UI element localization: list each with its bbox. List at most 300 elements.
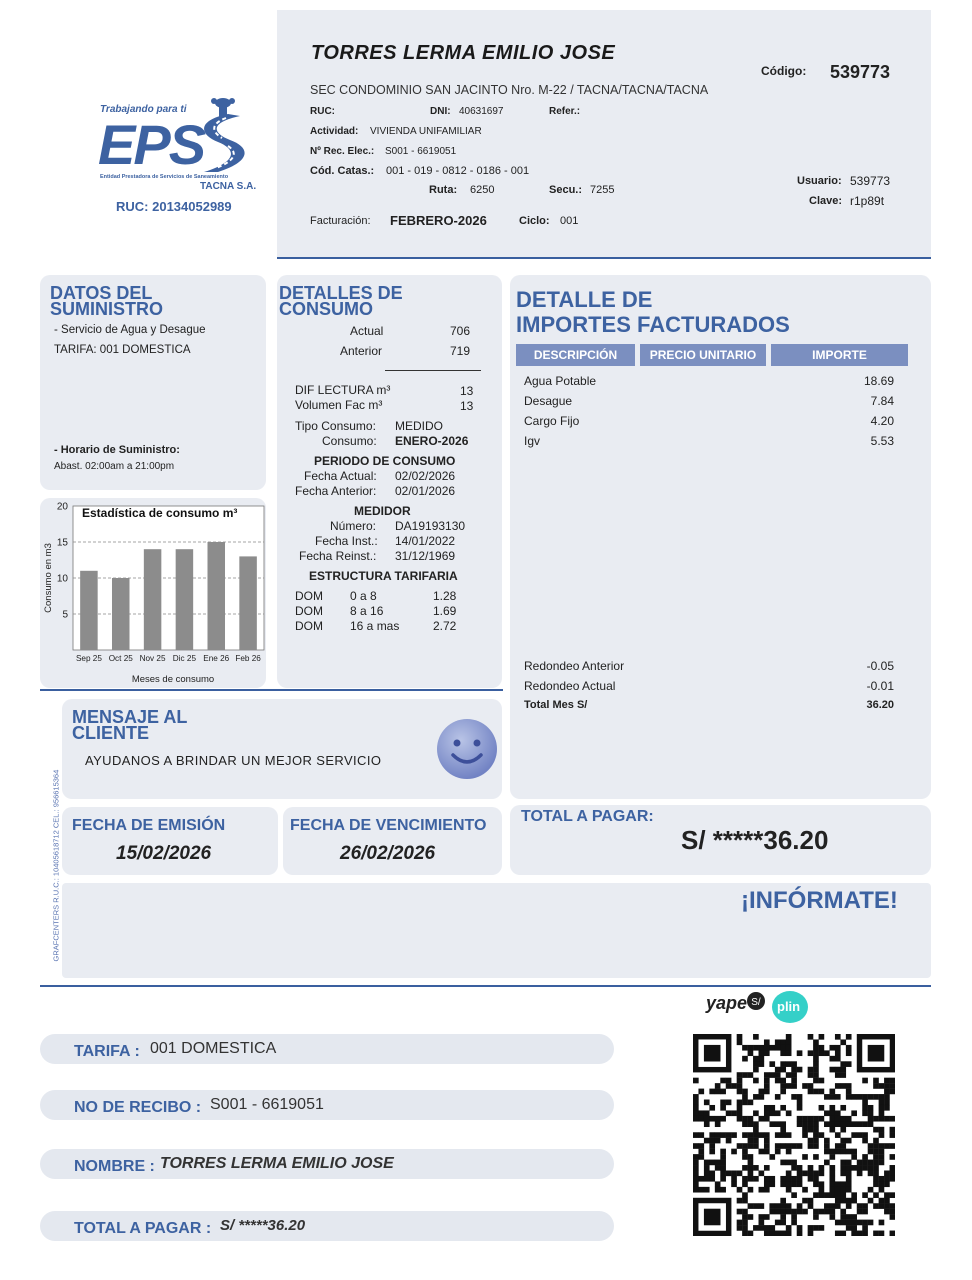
- qr-module: [775, 1209, 781, 1215]
- qr-module: [759, 1220, 765, 1226]
- qr-module: [862, 1165, 868, 1171]
- qr-module: [802, 1121, 808, 1127]
- logo-road-icon: [188, 112, 252, 174]
- suministro-servicio: - Servicio de Agua y Desague: [54, 324, 206, 336]
- customer-name: TORRES LERMA EMILIO JOSE: [311, 42, 616, 64]
- qr-module: [693, 1078, 699, 1084]
- qr-module: [698, 1154, 704, 1160]
- ciclo-value: 001: [560, 215, 579, 227]
- qr-module: [780, 1039, 786, 1045]
- qr-module: [840, 1138, 846, 1144]
- qr-module: [780, 1231, 786, 1236]
- qr-module: [797, 1050, 803, 1056]
- qr-module: [862, 1209, 868, 1215]
- anterior-value: 719: [450, 344, 471, 358]
- col-descripcion: DESCRIPCIÓN: [516, 344, 635, 366]
- qr-module: [737, 1143, 743, 1149]
- qr-module: [753, 1110, 759, 1116]
- qr-module: [873, 1078, 879, 1084]
- qr-module: [873, 1149, 879, 1155]
- qr-module: [862, 1094, 868, 1100]
- qr-module: [813, 1050, 819, 1056]
- qr-module: [764, 1083, 770, 1089]
- qr-module: [890, 1203, 895, 1209]
- clave-value: r1p89t: [850, 194, 885, 208]
- importes-title-1: DETALLE DE: [516, 287, 653, 312]
- qr-module: [835, 1034, 841, 1040]
- qr-module: [835, 1094, 841, 1100]
- catas-label: Cód. Catas.:: [310, 165, 375, 177]
- qr-module: [753, 1143, 759, 1149]
- qr-module: [693, 1110, 699, 1116]
- qr-module: [726, 1138, 732, 1144]
- qr-module: [829, 1154, 835, 1160]
- qr-module: [742, 1056, 748, 1062]
- qr-module: [720, 1176, 726, 1182]
- chart-x-tick-label: Feb 26: [235, 654, 261, 663]
- chart-x-tick-label: Dic 25: [172, 654, 197, 663]
- qr-module: [797, 1105, 803, 1111]
- qr-module: [846, 1121, 852, 1127]
- qr-module: [693, 1160, 699, 1166]
- qr-module: [698, 1176, 704, 1182]
- qr-module: [873, 1165, 879, 1171]
- qr-module: [829, 1045, 835, 1051]
- qr-module: [879, 1181, 885, 1187]
- qr-module: [704, 1100, 710, 1106]
- qr-module: [715, 1116, 721, 1122]
- qr-module: [759, 1056, 765, 1062]
- qr-module: [890, 1176, 895, 1182]
- qr-module: [819, 1170, 825, 1176]
- numero-label: Número:: [330, 519, 377, 533]
- actividad-label: Actividad:: [310, 126, 359, 137]
- qr-module: [813, 1181, 819, 1187]
- emision-label: FECHA DE EMISIÓN: [72, 817, 226, 834]
- qr-module: [879, 1110, 885, 1116]
- qr-module: [884, 1170, 890, 1176]
- qr-module: [840, 1231, 846, 1236]
- tarifa-row-3-rango: 16 a mas: [350, 619, 400, 633]
- qr-module: [862, 1231, 868, 1236]
- qr-module: [835, 1056, 841, 1062]
- qr-module: [890, 1170, 895, 1176]
- qr-module: [879, 1083, 885, 1089]
- qr-module: [879, 1231, 885, 1236]
- qr-module: [868, 1121, 874, 1127]
- qr-module: [857, 1132, 863, 1138]
- qr-module: [709, 1143, 715, 1149]
- qr-module: [884, 1176, 890, 1182]
- qr-module: [769, 1154, 775, 1160]
- qr-module: [775, 1132, 781, 1138]
- qr-module: [753, 1132, 759, 1138]
- finst-value: 14/01/2022: [395, 534, 456, 548]
- qr-module: [884, 1116, 890, 1122]
- qr-module: [791, 1061, 797, 1067]
- qr-module: [759, 1061, 765, 1067]
- qr-module: [742, 1132, 748, 1138]
- qr-module: [829, 1192, 835, 1198]
- ruc-label: RUC:: [310, 106, 335, 117]
- qr-module: [873, 1138, 879, 1144]
- qr-module: [879, 1154, 885, 1160]
- qr-module: [748, 1072, 754, 1078]
- qr-module: [884, 1105, 890, 1111]
- qr-module: [764, 1039, 770, 1045]
- qr-module: [797, 1209, 803, 1215]
- qr-module: [709, 1132, 715, 1138]
- qr-module: [775, 1121, 781, 1127]
- importe-desc: Agua Potable: [524, 374, 597, 388]
- qr-finder: [704, 1209, 721, 1226]
- qr-module: [808, 1170, 814, 1176]
- qr-module: [824, 1192, 830, 1198]
- yape-badge-icon: [746, 991, 766, 1011]
- catas-value: 001 - 019 - 0812 - 0186 - 001: [386, 165, 530, 177]
- qr-module: [813, 1132, 819, 1138]
- cons-label: Consumo:: [322, 434, 377, 448]
- qr-module: [775, 1072, 781, 1078]
- secu-label: Secu.:: [549, 184, 583, 196]
- qr-module: [775, 1094, 781, 1100]
- qr-module: [829, 1056, 835, 1062]
- fecha-actual-label: Fecha Actual:: [304, 469, 377, 483]
- qr-module: [829, 1149, 835, 1155]
- qr-module: [764, 1105, 770, 1111]
- col-importe: IMPORTE: [771, 344, 908, 366]
- importe-value: 4.20: [870, 414, 894, 428]
- nrec-value: S001 - 6619051: [385, 146, 457, 157]
- qr-module: [769, 1110, 775, 1116]
- qr-module: [791, 1078, 797, 1084]
- periodo-title: PERIODO DE CONSUMO: [314, 454, 456, 468]
- qr-module: [819, 1045, 825, 1051]
- tarifa-row-3-cat: DOM: [295, 619, 323, 633]
- tarifa-row-1-rango: 0 a 8: [350, 589, 377, 603]
- qr-module: [698, 1132, 704, 1138]
- qr-module: [835, 1181, 841, 1187]
- qr-module: [780, 1198, 786, 1204]
- qr-module: [884, 1078, 890, 1084]
- qr-module: [753, 1045, 759, 1051]
- qr-module: [720, 1105, 726, 1111]
- suministro-tarifa: TARIFA: 001 DOMESTICA: [54, 344, 191, 356]
- qr-module: [851, 1220, 857, 1226]
- stub-recibo: [40, 1090, 614, 1120]
- qr-module: [742, 1116, 748, 1122]
- vencimiento-label: FECHA DE VENCIMIENTO: [290, 817, 487, 834]
- qr-finder: [704, 1045, 721, 1062]
- qr-module: [846, 1214, 852, 1220]
- qr-module: [813, 1143, 819, 1149]
- qr-module: [726, 1170, 732, 1176]
- qr-module: [769, 1105, 775, 1111]
- qr-module: [769, 1209, 775, 1215]
- tipo-value: MEDIDO: [395, 419, 443, 433]
- tarifa-row-1-cat: DOM: [295, 589, 323, 603]
- qr-module: [862, 1110, 868, 1116]
- qr-module: [813, 1121, 819, 1127]
- qr-module: [890, 1165, 895, 1171]
- qr-module: [704, 1138, 710, 1144]
- qr-module: [693, 1105, 699, 1111]
- qr-module: [846, 1165, 852, 1171]
- qr-module: [791, 1165, 797, 1171]
- yape-logo-text: yape: [706, 993, 748, 1013]
- qr-module: [840, 1220, 846, 1226]
- qr-module: [704, 1121, 710, 1127]
- qr-module: [829, 1067, 835, 1073]
- qr-module: [808, 1034, 814, 1040]
- qr-module: [846, 1187, 852, 1193]
- stub-tarifa: [40, 1034, 614, 1064]
- qr-module: [846, 1225, 852, 1231]
- qr-module: [797, 1100, 803, 1106]
- qr-module: [873, 1170, 879, 1176]
- qr-module: [775, 1203, 781, 1209]
- qr-module: [737, 1209, 743, 1215]
- qr-module: [775, 1149, 781, 1155]
- qr-module: [862, 1154, 868, 1160]
- qr-module: [791, 1176, 797, 1182]
- qr-module: [748, 1170, 754, 1176]
- qr-module: [742, 1231, 748, 1236]
- qr-module: [846, 1160, 852, 1166]
- qr-module: [737, 1072, 743, 1078]
- qr-module: [780, 1176, 786, 1182]
- yape-logo: [704, 989, 768, 1017]
- qr-module: [857, 1165, 863, 1171]
- qr-module: [819, 1050, 825, 1056]
- qr-module: [693, 1154, 699, 1160]
- qr-module: [802, 1116, 808, 1122]
- fecha-actual-value: 02/02/2026: [395, 469, 456, 483]
- qr-module: [879, 1160, 885, 1166]
- qr-module: [737, 1225, 743, 1231]
- qr-module: [835, 1083, 841, 1089]
- importe-desc: Igv: [524, 434, 541, 448]
- qr-module: [797, 1176, 803, 1182]
- qr-module: [835, 1203, 841, 1209]
- qr-module: [791, 1143, 797, 1149]
- qr-module: [890, 1078, 895, 1084]
- qr-module: [753, 1094, 759, 1100]
- qr-module: [857, 1203, 863, 1209]
- qr-module: [829, 1181, 835, 1187]
- qr-module: [775, 1220, 781, 1226]
- qr-module: [720, 1078, 726, 1084]
- medidor-title: MEDIDOR: [354, 504, 411, 518]
- mensaje-title-1: MENSAJE AL: [72, 707, 188, 727]
- header-divider: [277, 257, 931, 259]
- qr-module: [726, 1110, 732, 1116]
- qr-module: [753, 1067, 759, 1073]
- qr-module: [759, 1187, 765, 1193]
- qr-module: [873, 1154, 879, 1160]
- qr-module: [879, 1116, 885, 1122]
- qr-module: [884, 1083, 890, 1089]
- chart-x-tick-label: Ene 26: [203, 654, 230, 663]
- qr-module: [748, 1116, 754, 1122]
- qr-module: [829, 1203, 835, 1209]
- qr-module: [742, 1220, 748, 1226]
- qr-module: [813, 1176, 819, 1182]
- usuario-label: Usuario:: [797, 175, 842, 187]
- dni-value: 40631697: [459, 106, 504, 117]
- qr-module: [846, 1176, 852, 1182]
- qr-module: [868, 1198, 874, 1204]
- qr-module: [840, 1105, 846, 1111]
- qr-module: [862, 1192, 868, 1198]
- qr-module: [879, 1149, 885, 1155]
- customer-address: SEC CONDOMINIO SAN JACINTO Nro. M-22 / TACNA/TACNA/TACNA: [310, 83, 709, 97]
- qr-module: [840, 1192, 846, 1198]
- qr-module: [759, 1203, 765, 1209]
- qr-module: [748, 1143, 754, 1149]
- qr-module: [698, 1110, 704, 1116]
- tarifa-row-2-rango: 8 a 16: [350, 604, 384, 618]
- stub-nombre-label: NOMBRE :: [74, 1158, 155, 1175]
- qr-module: [851, 1121, 857, 1127]
- qr-module: [808, 1116, 814, 1122]
- qr-module: [824, 1209, 830, 1215]
- qr-module: [786, 1050, 792, 1056]
- qr-module: [742, 1143, 748, 1149]
- qr-module: [835, 1045, 841, 1051]
- qr-module: [890, 1083, 895, 1089]
- qr-module: [709, 1160, 715, 1166]
- qr-module: [884, 1094, 890, 1100]
- qr-module: [786, 1231, 792, 1236]
- qr-module: [742, 1045, 748, 1051]
- qr-module: [819, 1165, 825, 1171]
- qr-module: [720, 1100, 726, 1106]
- qr-module: [879, 1105, 885, 1111]
- qr-module: [731, 1170, 737, 1176]
- nrec-label: Nº Rec. Elec.:: [310, 146, 375, 157]
- qr-module: [857, 1094, 863, 1100]
- qr-module: [764, 1078, 770, 1084]
- qr-module: [890, 1192, 895, 1198]
- qr-module: [824, 1121, 830, 1127]
- qr-module: [808, 1083, 814, 1089]
- qr-module: [786, 1181, 792, 1187]
- qr-module: [868, 1110, 874, 1116]
- mensaje-title-2: CLIENTE: [72, 723, 150, 743]
- qr-module: [786, 1039, 792, 1045]
- usuario-value: 539773: [850, 174, 891, 188]
- numero-value: DA19193130: [395, 519, 466, 533]
- qr-module: [873, 1127, 879, 1133]
- qr-module: [731, 1110, 737, 1116]
- qr-module: [879, 1132, 885, 1138]
- qr-module: [693, 1094, 699, 1100]
- qr-module: [879, 1100, 885, 1106]
- vencimiento-value: 26/02/2026: [340, 843, 436, 864]
- qr-module: [715, 1089, 721, 1095]
- qr-module: [693, 1165, 699, 1171]
- qr-module: [775, 1110, 781, 1116]
- qr-module: [840, 1209, 846, 1215]
- qr-module: [715, 1160, 721, 1166]
- smiley-face-icon: [435, 717, 499, 781]
- stub-tarifa-value: 001 DOMESTICA: [150, 1040, 277, 1057]
- qr-module: [835, 1050, 841, 1056]
- qr-module: [879, 1127, 885, 1133]
- mensaje-text: AYUDANOS A BRINDAR UN MEJOR SERVICIO: [85, 753, 382, 768]
- qr-module: [786, 1143, 792, 1149]
- qr-module: [764, 1089, 770, 1095]
- qr-module: [731, 1132, 737, 1138]
- qr-module: [835, 1067, 841, 1073]
- plin-logo-text: plin: [777, 999, 801, 1014]
- qr-module: [769, 1121, 775, 1127]
- qr-module: [840, 1127, 846, 1133]
- qr-module: [829, 1121, 835, 1127]
- qr-module: [753, 1176, 759, 1182]
- qr-module: [862, 1220, 868, 1226]
- qr-module: [791, 1209, 797, 1215]
- qr-module: [693, 1170, 699, 1176]
- qr-module: [709, 1176, 715, 1182]
- chart-x-tick-label: Sep 25: [75, 654, 102, 663]
- consumo-title-2: CONSUMO: [279, 299, 373, 319]
- qr-module: [704, 1110, 710, 1116]
- qr-module: [819, 1132, 825, 1138]
- freinst-value: 31/12/1969: [395, 549, 456, 563]
- qr-module: [791, 1214, 797, 1220]
- qr-module: [890, 1214, 895, 1220]
- qr-module: [884, 1100, 890, 1106]
- qr-module: [819, 1192, 825, 1198]
- qr-module: [879, 1176, 885, 1182]
- qr-module: [829, 1116, 835, 1122]
- qr-module: [769, 1203, 775, 1209]
- qr-module: [737, 1170, 743, 1176]
- qr-module: [786, 1072, 792, 1078]
- qr-module: [759, 1149, 765, 1155]
- qr-module: [868, 1165, 874, 1171]
- qr-module: [808, 1138, 814, 1144]
- qr-module: [709, 1089, 715, 1095]
- qr-module: [873, 1231, 879, 1236]
- qr-module: [835, 1110, 841, 1116]
- importe-desc: Cargo Fijo: [524, 414, 580, 428]
- qr-module: [824, 1203, 830, 1209]
- qr-module: [840, 1072, 846, 1078]
- qr-module: [890, 1143, 895, 1149]
- chart-x-tick-label: Oct 25: [108, 654, 133, 663]
- qr-module: [808, 1203, 814, 1209]
- qr-module: [808, 1231, 814, 1236]
- qr-module: [753, 1078, 759, 1084]
- qr-module: [698, 1149, 704, 1155]
- qr-module: [840, 1170, 846, 1176]
- facturacion-label: Facturación:: [310, 215, 371, 227]
- qr-module: [851, 1192, 857, 1198]
- qr-module: [786, 1187, 792, 1193]
- qr-module: [884, 1143, 890, 1149]
- qr-module: [890, 1127, 895, 1133]
- qr-module: [813, 1192, 819, 1198]
- actual-label: Actual: [350, 324, 384, 338]
- qr-module: [786, 1149, 792, 1155]
- qr-module: [715, 1187, 721, 1193]
- qr-module: [726, 1132, 732, 1138]
- qr-module: [819, 1034, 825, 1040]
- qr-module: [873, 1192, 879, 1198]
